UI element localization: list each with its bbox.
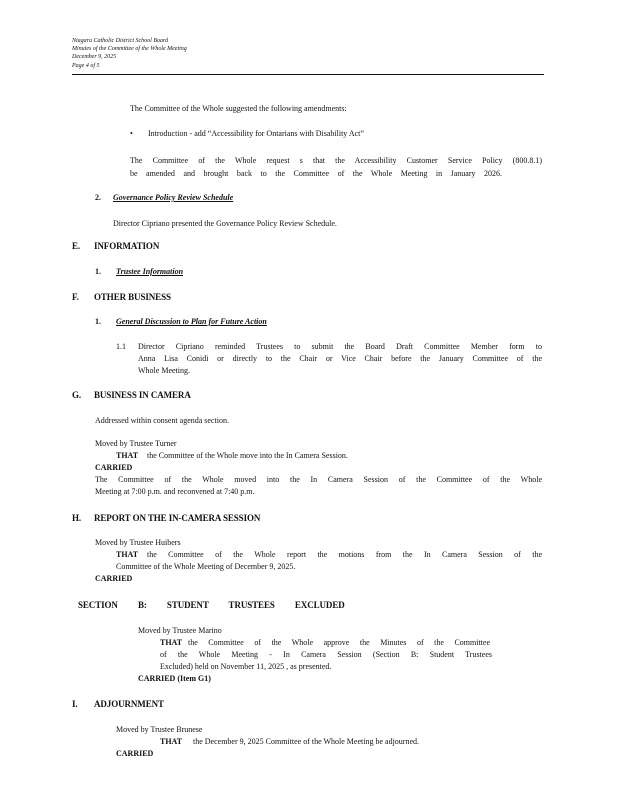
section-i-that: THAT xyxy=(160,737,183,746)
section-g-carried: CARRIED xyxy=(95,463,133,472)
section-f-letter: F. xyxy=(72,292,79,302)
section-b-motion-line3: Excluded) held on November 11, 2025 , as presented. xyxy=(160,662,332,671)
amendments-intro: The Committee of the Whole suggested the following amendments: xyxy=(130,104,347,113)
section-b-that: THAT xyxy=(160,638,183,647)
section-i-title: ADJOURNMENT xyxy=(94,699,164,709)
section-f-item-title: General Discussion to Plan for Future Action xyxy=(116,317,267,326)
section-g-moved: Moved by Trustee Turner xyxy=(95,439,177,448)
section-h-motion-line2: Committee of the Whole Meeting of December 9, 2025. xyxy=(116,562,296,571)
section-e-letter: E. xyxy=(72,241,81,251)
section-i-letter: I. xyxy=(72,699,78,709)
section-f-title: OTHER BUSINESS xyxy=(94,292,171,302)
policy-request-line1: The Committee of the Whole request s that the Accessibility Customer Service Policy (800.8.1) xyxy=(130,156,542,165)
item2-text: Director Cipriano presented the Governance Policy Review Schedule. xyxy=(113,219,337,228)
section-f-sub-number: 1.1 xyxy=(116,342,126,351)
header-date: December 9, 2025 xyxy=(72,54,117,60)
section-i-motion: the December 9, 2025 Committee of the Whole Meeting be adjourned. xyxy=(193,737,420,746)
section-h-that: THAT xyxy=(116,550,139,559)
bullet-icon: • xyxy=(130,129,133,138)
section-f-item-number: 1. xyxy=(95,317,101,326)
section-f-sub-line3: Whole Meeting. xyxy=(138,366,190,375)
section-h-moved: Moved by Trustee Huibers xyxy=(95,538,181,547)
section-h-carried: CARRIED xyxy=(95,574,133,583)
section-f-sub-line2: Anna Lisa Conidi or directly to the Chair or Vice Chair before the January Committee of the xyxy=(138,354,542,363)
section-g-result-line1: The Committee of the Whole moved into the In Camera Session of the Committee of the Whole xyxy=(95,475,542,484)
header-board-name: Niagara Catholic District School Board xyxy=(72,38,169,44)
header-page-number: Page 4 of 5 xyxy=(72,63,100,69)
section-b-title: SECTION B: STUDENT TRUSTEES EXCLUDED xyxy=(78,600,345,610)
section-i-carried: CARRIED xyxy=(116,749,154,758)
section-b-moved: Moved by Trustee Marino xyxy=(138,626,222,635)
section-e-item-title: Trustee Information xyxy=(116,267,184,276)
section-g-letter: G. xyxy=(72,390,82,400)
item2-number: 2. xyxy=(95,193,101,202)
section-g-title: BUSINESS IN CAMERA xyxy=(94,390,191,400)
policy-request-line2: be amended and brought back to the Committee of the Whole Meeting in January 2026. xyxy=(130,169,502,178)
section-g-that: THAT xyxy=(116,451,139,460)
section-i-moved: Moved by Trustee Brunese xyxy=(116,725,203,734)
section-e-item-number: 1. xyxy=(95,267,101,276)
section-h-letter: H. xyxy=(72,513,82,523)
amendment-bullet-text: Introduction - add “Accessibility for Ontarians with Disability Act” xyxy=(148,129,364,138)
section-h-title: REPORT ON THE IN-CAMERA SESSION xyxy=(94,513,261,523)
section-b-motion-line1: the Committee of the Whole approve the Minutes of the Committee xyxy=(188,638,490,647)
section-g-result-line2: Meeting at 7:00 p.m. and reconvened at 7:40 p.m. xyxy=(95,487,255,496)
header-divider xyxy=(72,74,544,75)
section-e-title: INFORMATION xyxy=(94,241,160,251)
section-h-motion-line1: the Committee of the Whole report the motions from the In Camera Session of the xyxy=(147,550,542,559)
section-g-motion: the Committee of the Whole move into the In Camera Session. xyxy=(147,451,348,460)
section-f-sub-line1: Director Cipriano reminded Trustees to submit the Board Draft Committee Member form to xyxy=(138,342,542,351)
section-b-carried: CARRIED (Item G1) xyxy=(138,674,211,683)
section-b-motion-line2: of the Whole Meeting - In Camera Session (Section B: Student Trustees xyxy=(160,650,492,659)
item2-title: Governance Policy Review Schedule xyxy=(113,193,234,202)
header-minutes-title: Minutes of the Committee of the Whole Meeting xyxy=(72,46,187,52)
section-g-text: Addressed within consent agenda section. xyxy=(95,416,229,425)
